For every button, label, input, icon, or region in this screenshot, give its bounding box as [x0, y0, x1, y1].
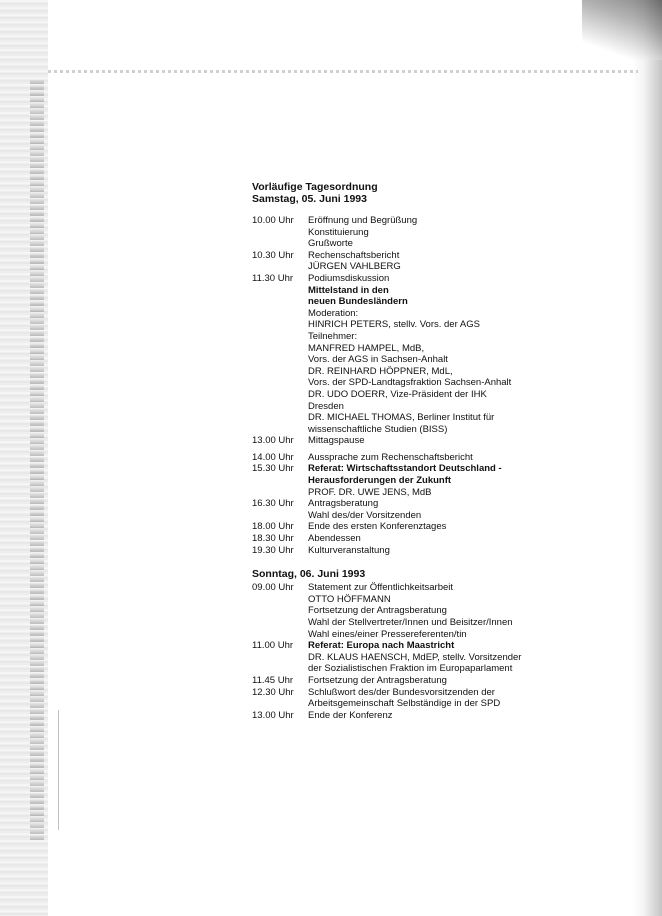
agenda-line: DR. KLAUS HAENSCH, MdEP, stellv. Vorsitzender: [308, 651, 522, 663]
agenda-line: Moderation:: [308, 307, 359, 319]
agenda-line: Fortsetzung der Antragsberatung: [308, 674, 447, 686]
scan-edge-left-shadow: [30, 80, 44, 840]
agenda-line: Konstituierung: [308, 226, 369, 238]
agenda-line: Vors. der AGS in Sachsen-Anhalt: [308, 354, 448, 366]
agenda-line: der Sozialistischen Fraktion im Europaparlament: [308, 663, 513, 675]
agenda-line: Wahl der Stellvertreter/Innen und Beisitzer/Innen: [308, 617, 513, 628]
agenda-details: [308, 640, 522, 675]
agenda-time: 15.30 Uhr: [252, 463, 294, 475]
agenda-details: [308, 533, 522, 545]
agenda-details: [308, 215, 522, 250]
day-heading-saturday: Samstag, 05. Juni 1993: [252, 193, 367, 205]
agenda-details: [308, 250, 522, 273]
agenda-topic-heading: Herausforderungen der Zukunft: [308, 475, 452, 487]
agenda-line: Statement zur Öffentlichkeitsarbeit: [308, 582, 454, 594]
margin-mark: [58, 710, 59, 830]
agenda-item: [252, 435, 522, 447]
agenda-item: [252, 710, 522, 722]
agenda-item: [252, 687, 522, 710]
agenda-line: Podiumsdiskussion: [308, 272, 390, 284]
agenda-item: [252, 463, 522, 498]
agenda-details: [308, 435, 522, 447]
agenda-details: [308, 273, 522, 435]
agenda-line: DR. UDO DOERR, Vize-Präsident der IHK Dresden: [308, 388, 487, 412]
agenda-line: Grußworte: [308, 238, 353, 250]
agenda-time: 10.00 Uhr: [252, 215, 294, 226]
schedule-saturday: [252, 215, 522, 556]
agenda-topic-heading: Referat: Europa nach Maastricht: [308, 640, 455, 652]
agenda-line: HINRICH PETERS, stellv. Vors. der AGS: [308, 319, 480, 331]
agenda-line: OTTO HÖFFMANN: [308, 593, 391, 605]
agenda-item: [252, 452, 522, 464]
agenda-details: [308, 675, 522, 687]
agenda-line: MANFRED HAMPEL, MdB,: [308, 342, 425, 354]
agenda-line: Antragsberatung: [308, 498, 379, 510]
scan-edge-right: [632, 0, 662, 916]
agenda-time: 13.00 Uhr: [252, 709, 294, 721]
agenda-time: 13.00 Uhr: [252, 435, 294, 447]
agenda-line: Kulturveranstaltung: [308, 544, 390, 556]
agenda-item: [252, 250, 522, 273]
agenda-line: Wahl des/der Vorsitzenden: [308, 509, 422, 521]
agenda-time: 18.00 Uhr: [252, 521, 294, 533]
day-heading-sunday: Sonntag, 06. Juni 1993: [252, 568, 366, 581]
agenda-item: [252, 521, 522, 533]
agenda-item: [252, 675, 522, 687]
agenda-line: Schlußwort des/der Bundesvorsitzenden der: [308, 686, 495, 698]
agenda-line: Vors. der SPD-Landtagsfraktion Sachsen-Anhalt: [308, 377, 512, 389]
agenda-details: [308, 463, 522, 498]
agenda-time: 11.00 Uhr: [252, 640, 294, 652]
agenda-details: [308, 521, 522, 533]
scan-corner-shadow: [582, 0, 662, 60]
agenda-line: Arbeitsgemeinschaft Selbständige in der SPD: [308, 698, 501, 710]
agenda-time: 11.30 Uhr: [252, 272, 294, 284]
agenda-item: [252, 273, 522, 435]
agenda-time: 19.30 Uhr: [252, 544, 294, 556]
agenda-topic-heading: Referat: Wirtschaftsstandort Deutschland -: [308, 463, 502, 475]
agenda-time: 16.30 Uhr: [252, 498, 294, 510]
agenda-time: 14.00 Uhr: [252, 451, 294, 463]
agenda-details: [308, 710, 522, 722]
agenda-document: [252, 181, 522, 721]
agenda-time: 12.30 Uhr: [252, 686, 294, 698]
scan-edge-top: [48, 70, 638, 73]
agenda-line: Fortsetzung der Antragsberatung: [308, 605, 447, 617]
agenda-topic-heading: Mittelstand in den: [308, 284, 389, 296]
agenda-line: Abendessen: [308, 533, 361, 545]
agenda-item: [252, 215, 522, 250]
agenda-topic-heading: neuen Bundesländern: [308, 296, 408, 308]
agenda-item: [252, 533, 522, 545]
agenda-line: DR. MICHAEL THOMAS, Berliner Institut für: [308, 412, 495, 424]
agenda-details: [308, 452, 522, 464]
agenda-details: [308, 545, 522, 557]
agenda-line: Ende des ersten Konferenztages: [308, 521, 447, 533]
agenda-line: Ende der Konferenz: [308, 709, 393, 721]
schedule-sunday: [252, 582, 522, 721]
agenda-line: Wahl eines/einer Pressereferenten/tin: [308, 628, 467, 640]
agenda-time: 10.30 Uhr: [252, 249, 294, 261]
agenda-time: 18.30 Uhr: [252, 533, 294, 545]
agenda-line: JÜRGEN VAHLBERG: [308, 261, 401, 273]
agenda-item: [252, 498, 522, 521]
agenda-line: wissenschaftliche Studien (BISS): [308, 423, 448, 435]
agenda-line: DR. REINHARD HÖPPNER, MdL,: [308, 365, 453, 377]
agenda-time: 09.00 Uhr: [252, 582, 294, 594]
agenda-line: PROF. DR. UWE JENS, MdB: [308, 486, 432, 498]
agenda-item: [252, 545, 522, 557]
agenda-item: [252, 640, 522, 675]
agenda-line: Eröffnung und Begrüßung: [308, 215, 418, 226]
agenda-line: Mittagspause: [308, 435, 365, 447]
agenda-item: [252, 582, 522, 640]
agenda-details: [308, 498, 522, 521]
agenda-title: Vorläufige Tagesordnung: [252, 181, 378, 193]
agenda-line: Aussprache zum Rechenschaftsbericht: [308, 451, 473, 463]
agenda-time: 11.45 Uhr: [252, 674, 294, 686]
agenda-details: [308, 582, 522, 640]
agenda-line: Teilnehmer:: [308, 330, 358, 342]
agenda-details: [308, 687, 522, 710]
agenda-line: Rechenschaftsbericht: [308, 249, 400, 261]
